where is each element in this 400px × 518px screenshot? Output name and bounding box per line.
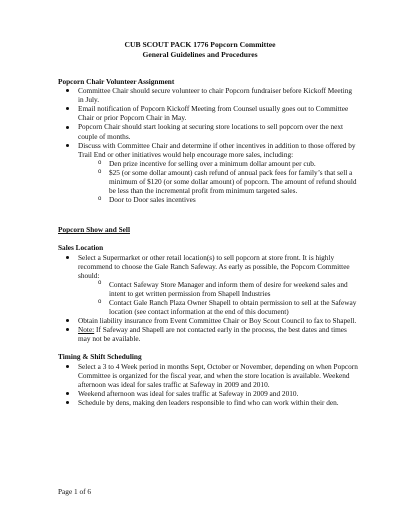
sub-list-item: o Contact Gale Ranch Plaza Owner Shapell to obtain permission to sell at the Safeway location (see contact information at the end of this document)	[95, 298, 358, 316]
list-item: Select a 3 to 4 Week period in months Sept, October or November, depending on when Popcorn Committee is organized for the fiscal year, and when the store location is available. Weekend afternoon was ideal for sales traffic at Safeway in 2009 and 2010.	[58, 362, 358, 389]
sub-list-item: o $25 (or some dollar amount) cash refund of annual pack fees for family’s that sell a minimum of $120 (or some dollar amount) of popcorn. The amount of refund should be less than the incremental profit from minimum targeted sales.	[95, 168, 358, 195]
section-heading-volunteer-assignment: Popcorn Chair Volunteer Assignment	[58, 77, 175, 86]
document-body	[58, 77, 358, 407]
list-item: Obtain liability insurance from Event Committee Chair or Boy Scout Council to fax to Shapell.	[58, 316, 358, 325]
sales-location-sublist	[95, 280, 358, 316]
document-subtitle: General Guidelines and Procedures	[142, 49, 258, 59]
list-item-text: Select a Supermarket or other retail location(s) to sell popcorn at store front. It is highly recommend to choose the Gale Ranch Safeway. As early as possible, the Popcorn Committee should:	[78, 252, 350, 280]
list-item-note	[58, 325, 358, 343]
list-item: Popcorn Chair should start looking at securing store locations to sell popcorn over the next couple of months.	[58, 122, 358, 140]
incentive-sublist	[95, 159, 358, 204]
sub-list-item: o Den prize incentive for selling over a minimum dollar amount per cub.	[95, 159, 358, 168]
document-header	[0, 40, 400, 59]
list-item-text: Discuss with Committee Chair and determine if other incentives in addition to those offered by Trail End or other initiatives would help encourage more sales, including:	[78, 140, 356, 159]
subsection-heading-timing: Timing & Shift Scheduling	[58, 352, 142, 362]
list-item	[58, 141, 358, 205]
sales-location-list	[58, 253, 358, 344]
timing-list	[58, 362, 358, 407]
spacer	[58, 343, 358, 352]
list-item: Weekend afternoon was ideal for sales traffic at Safeway in 2009 and 2010.	[58, 389, 358, 398]
volunteer-assignment-list	[58, 86, 358, 204]
section-heading-show-and-sell: Popcorn Show and Sell	[58, 225, 130, 235]
note-text: If Safeway and Shapell are not contacted early in the process, the best dates and times may not be available.	[78, 325, 347, 344]
page-number: Page 1 of 6	[58, 487, 92, 496]
list-item: Email notification of Popcorn Kickoff Meeting from Counsel usually goes out to Committee Chair or prior Popcorn Chair in May.	[58, 104, 358, 122]
note-label: Note:	[78, 325, 95, 335]
sub-list-item: o Contact Safeway Store Manager and inform them of desire for weekend sales and intent to get written permission from Shapell Industries	[95, 280, 358, 298]
document-title: CUB SCOUT PACK 1776 Popcorn Committee	[124, 40, 276, 49]
list-item: Committee Chair should secure volunteer to chair Popcorn fundraiser before Kickoff Meeting in July.	[58, 86, 358, 104]
list-item	[58, 253, 358, 317]
spacer	[58, 234, 358, 243]
subsection-heading-sales-location: Sales Location	[58, 243, 104, 253]
list-item: Schedule by dens, making den leaders responsible to find who can work within their den.	[58, 398, 358, 407]
spacer	[58, 204, 358, 225]
sub-list-item: o Door to Door sales incentives	[95, 195, 358, 204]
